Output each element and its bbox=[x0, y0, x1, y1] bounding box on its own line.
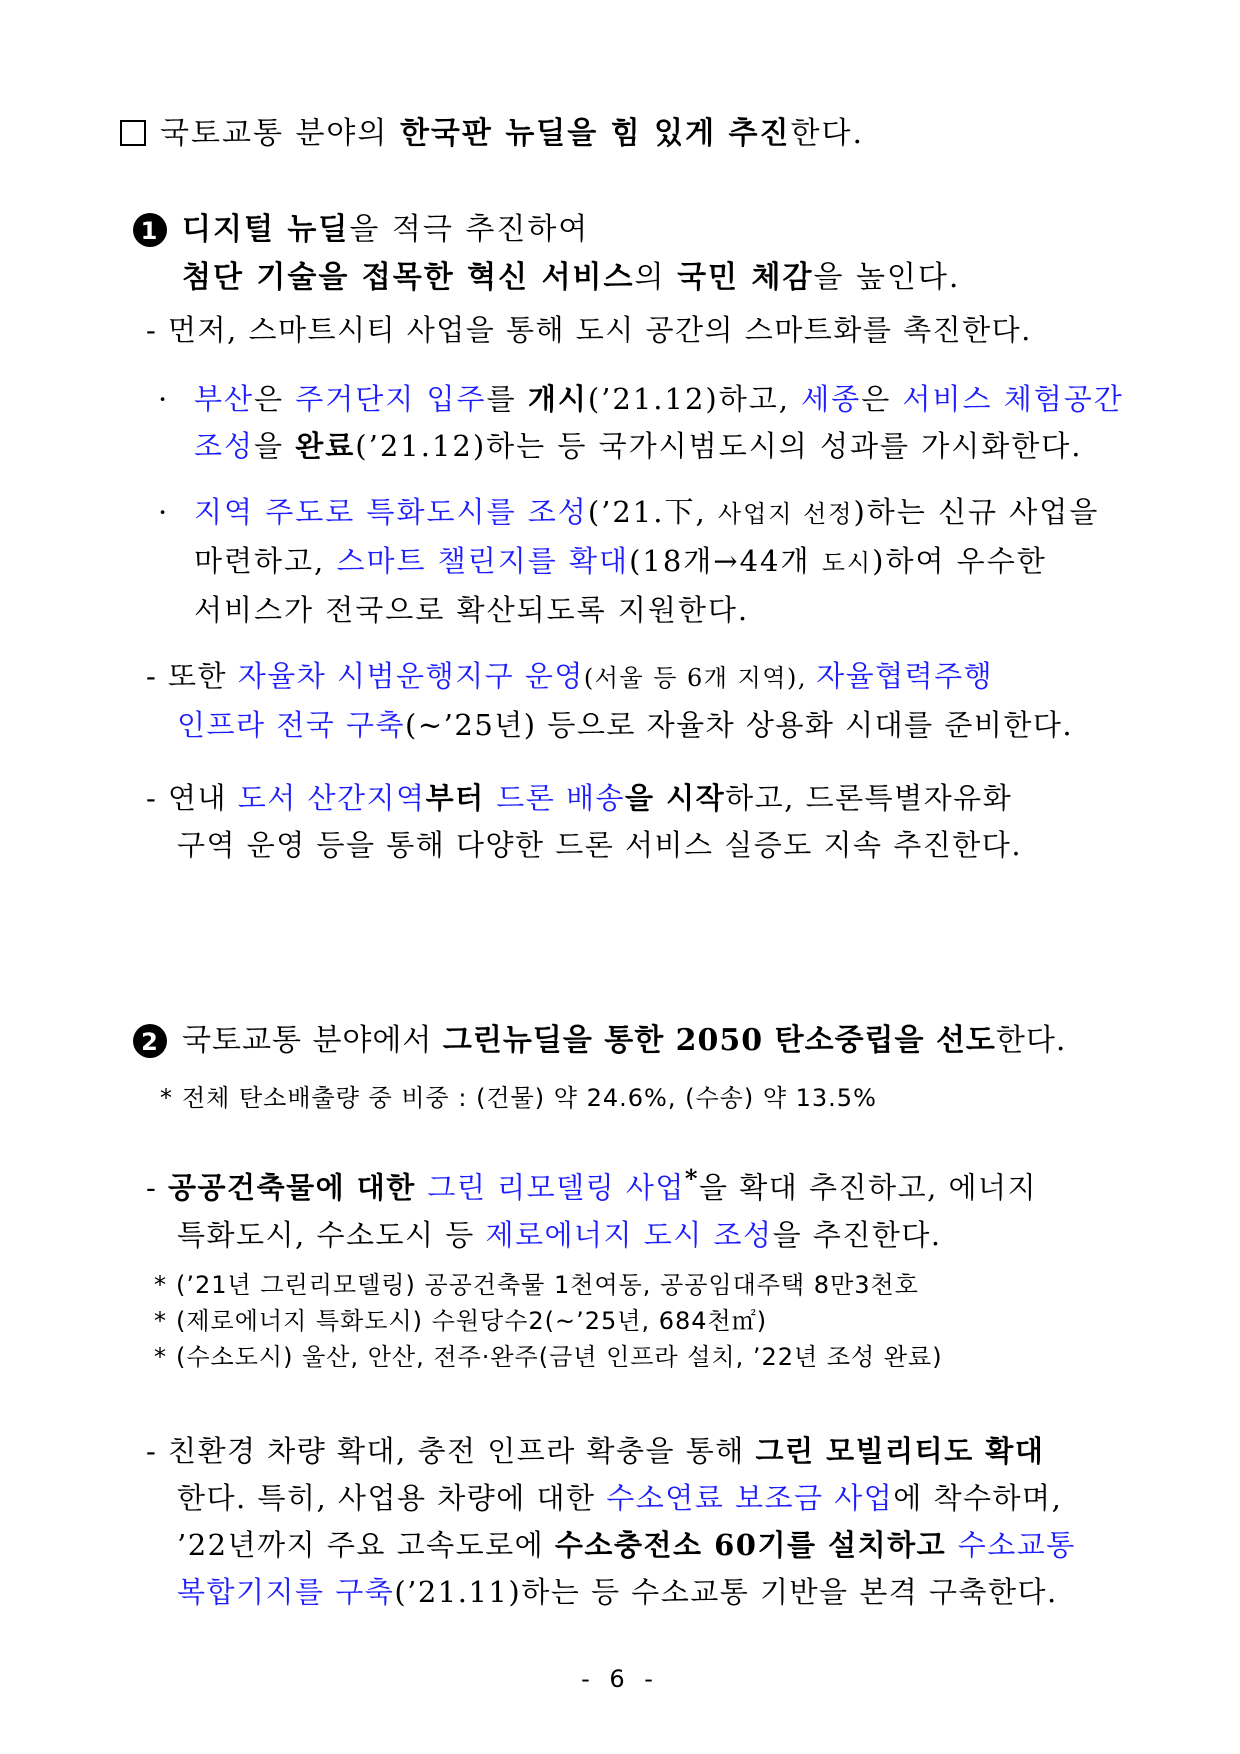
headline-text-bold: 한국판 뉴딜을 힘 있게 추진 bbox=[399, 116, 791, 151]
text: (제로에너지 특화도시) 수원당수2(~’25년, 684천㎡) bbox=[176, 1307, 768, 1335]
text: 서비스가 전국으로 확산되도록 지원한다. bbox=[194, 593, 750, 627]
text: ’22년까지 주요 고속도로에 bbox=[177, 1528, 555, 1562]
bullet-dot: · bbox=[158, 382, 170, 416]
text: 에 착수하며, bbox=[893, 1481, 1063, 1515]
bullet-national-pilot-city bbox=[158, 376, 1124, 470]
text: (’21.12)하고, bbox=[587, 382, 802, 416]
text: 전체 탄소배출량 중 비중 : (건물) 약 24.6%, (수송) 약 13.5% bbox=[182, 1084, 877, 1112]
text: 은 bbox=[254, 382, 296, 416]
text: 수소충전소 60기를 설치하고 bbox=[554, 1528, 958, 1562]
text: - 연내 bbox=[146, 781, 238, 815]
hl-experience-space: 서비스 체험공간 bbox=[902, 382, 1124, 416]
text: )하여 우수한 bbox=[872, 544, 1047, 578]
text: 부터 bbox=[425, 781, 497, 815]
text: 마련하고, bbox=[194, 544, 337, 578]
text: 한다. 특히, 사업용 차량에 대한 bbox=[177, 1481, 607, 1515]
text: 을 확대 추진하고, 에너지 bbox=[699, 1170, 1038, 1205]
text: 을 추진한다. bbox=[772, 1217, 942, 1252]
text: * bbox=[154, 1271, 167, 1299]
text: (서울 등 6개 지역), bbox=[583, 664, 817, 692]
text: 을 bbox=[624, 781, 667, 815]
text: 도시 bbox=[821, 549, 873, 577]
hl-zero-energy-city: 제로에너지 도시 조성 bbox=[485, 1217, 773, 1252]
footnote-remodeling bbox=[154, 1267, 943, 1303]
paragraph-autonomous bbox=[146, 653, 1073, 749]
hl-drone-delivery: 드론 배송 bbox=[496, 781, 625, 815]
text: * bbox=[160, 1084, 173, 1112]
hl-cooperative-driving: 자율협력주행 bbox=[816, 659, 994, 693]
text: * bbox=[684, 1164, 700, 1193]
text: 특화도시, 수소도시 등 bbox=[177, 1217, 486, 1252]
bullet-dot: · bbox=[158, 495, 170, 529]
sec1-text-f: 을 높인다. bbox=[813, 260, 961, 295]
text: 시작 bbox=[666, 781, 726, 815]
hl-green-remodeling: 그린 리모델링 사업 bbox=[427, 1170, 685, 1205]
text: 을 bbox=[254, 429, 296, 463]
paragraph-green-remodeling bbox=[146, 1155, 1037, 1259]
sec1-bold-a: 디지털 뉴딜 bbox=[182, 212, 350, 247]
checkbox-square-icon bbox=[120, 120, 146, 146]
text: (~’25년) 등으로 자율차 상용화 시대를 준비한다. bbox=[405, 708, 1074, 742]
sec1-text-d: 의 bbox=[634, 260, 678, 295]
hl-complex-base: 복합기지를 구축 bbox=[177, 1575, 395, 1609]
text: (’21년 그린리모델링) 공공건축물 1천여동, 공공임대주택 8만3천호 bbox=[176, 1271, 919, 1299]
hl-busan: 부산 bbox=[194, 382, 255, 416]
text: * bbox=[154, 1307, 167, 1335]
text: (’21.下, bbox=[587, 495, 718, 529]
section-1-number: 1 bbox=[140, 217, 160, 245]
hl-hydrogen-subsidy: 수소연료 보조금 사업 bbox=[606, 1481, 894, 1515]
headline-text-a: 국토교통 분야의 bbox=[160, 116, 400, 151]
footnote-emission-share bbox=[160, 1080, 877, 1116]
sec1-bold-e: 국민 체감 bbox=[677, 260, 814, 295]
headline bbox=[120, 108, 864, 160]
hl-regional-city: 지역 주도로 특화도시를 조성 bbox=[194, 495, 588, 529]
text: 한다. bbox=[995, 1023, 1067, 1058]
bold-complete: 완료 bbox=[295, 429, 356, 463]
paragraph-drone bbox=[146, 775, 1022, 869]
bold-start: 개시 bbox=[527, 382, 588, 416]
page-number: - 6 - bbox=[581, 1665, 659, 1693]
text: 하고, 드론특별자유화 bbox=[725, 781, 1013, 815]
text: (수소도시) 울산, 안산, 전주·완주(금년 인프라 설치, ’22년 조성 완료) bbox=[176, 1343, 943, 1371]
bullet-specialized-city bbox=[158, 489, 1099, 634]
sec1-bold-c: 첨단 기술을 접목한 혁신 서비스 bbox=[182, 260, 635, 295]
paragraph-smartcity bbox=[146, 307, 1032, 354]
text: 그린 모빌리티도 확대 bbox=[755, 1434, 1045, 1468]
text: 공공건축물에 대한 bbox=[168, 1170, 428, 1205]
footnote-zero-energy bbox=[154, 1303, 943, 1339]
text: (’21.11)하는 등 수소교통 기반을 본격 구축한다. bbox=[394, 1575, 1058, 1609]
section-2-heading bbox=[132, 1018, 1066, 1064]
sec1-text-b: 을 적극 추진하여 bbox=[349, 212, 590, 247]
text: 구역 운영 등을 통해 다양한 드론 서비스 실증도 지속 추진한다. bbox=[177, 828, 1023, 862]
hl-residential: 주거단지 입주 bbox=[295, 382, 487, 416]
text: - 친환경 차량 확대, 충전 인프라 확충을 통해 bbox=[146, 1434, 756, 1468]
hl-smart-challenge: 스마트 챌린지를 확대 bbox=[336, 544, 630, 578]
section-1-heading bbox=[132, 206, 960, 302]
hl-island-area: 도서 산간지역 bbox=[237, 781, 426, 815]
section-2-number: 2 bbox=[141, 1028, 159, 1056]
paragraph-green-mobility bbox=[146, 1428, 1076, 1616]
text: (’21.12)하는 등 국가시범도시의 성과를 가시화한다. bbox=[355, 429, 1083, 463]
text: )하는 신규 사업을 bbox=[853, 495, 1100, 529]
text: - 또한 bbox=[146, 659, 238, 693]
text: - bbox=[146, 1170, 169, 1205]
sec2-bold: 그린뉴딜을 통한 2050 탄소중립을 선도 bbox=[442, 1023, 996, 1058]
text: 사업지 선정 bbox=[717, 500, 854, 528]
number-one-circle-icon bbox=[132, 212, 168, 248]
hl-pilot-zone: 자율차 시범운행지구 운영 bbox=[237, 659, 584, 693]
hl-infra: 인프라 전국 구축 bbox=[177, 708, 406, 742]
text: 국토교통 분야에서 bbox=[182, 1023, 443, 1058]
text: (18개→44개 bbox=[629, 544, 822, 578]
footnote-hydrogen-city bbox=[154, 1339, 943, 1375]
headline-text-c: 한다. bbox=[790, 116, 864, 151]
text: 은 bbox=[861, 382, 903, 416]
footnote-list bbox=[154, 1267, 943, 1375]
hl-creation: 조성 bbox=[194, 429, 255, 463]
hl-hydrogen-transport: 수소교통 bbox=[957, 1528, 1076, 1562]
text: 를 bbox=[486, 382, 528, 416]
paragraph-line: - 먼저, 스마트시티 사업을 통해 도시 공간의 스마트화를 촉진한다. bbox=[146, 313, 1032, 347]
hl-sejong: 세종 bbox=[801, 382, 862, 416]
text: * bbox=[154, 1343, 167, 1371]
number-two-circle-icon bbox=[132, 1023, 168, 1059]
